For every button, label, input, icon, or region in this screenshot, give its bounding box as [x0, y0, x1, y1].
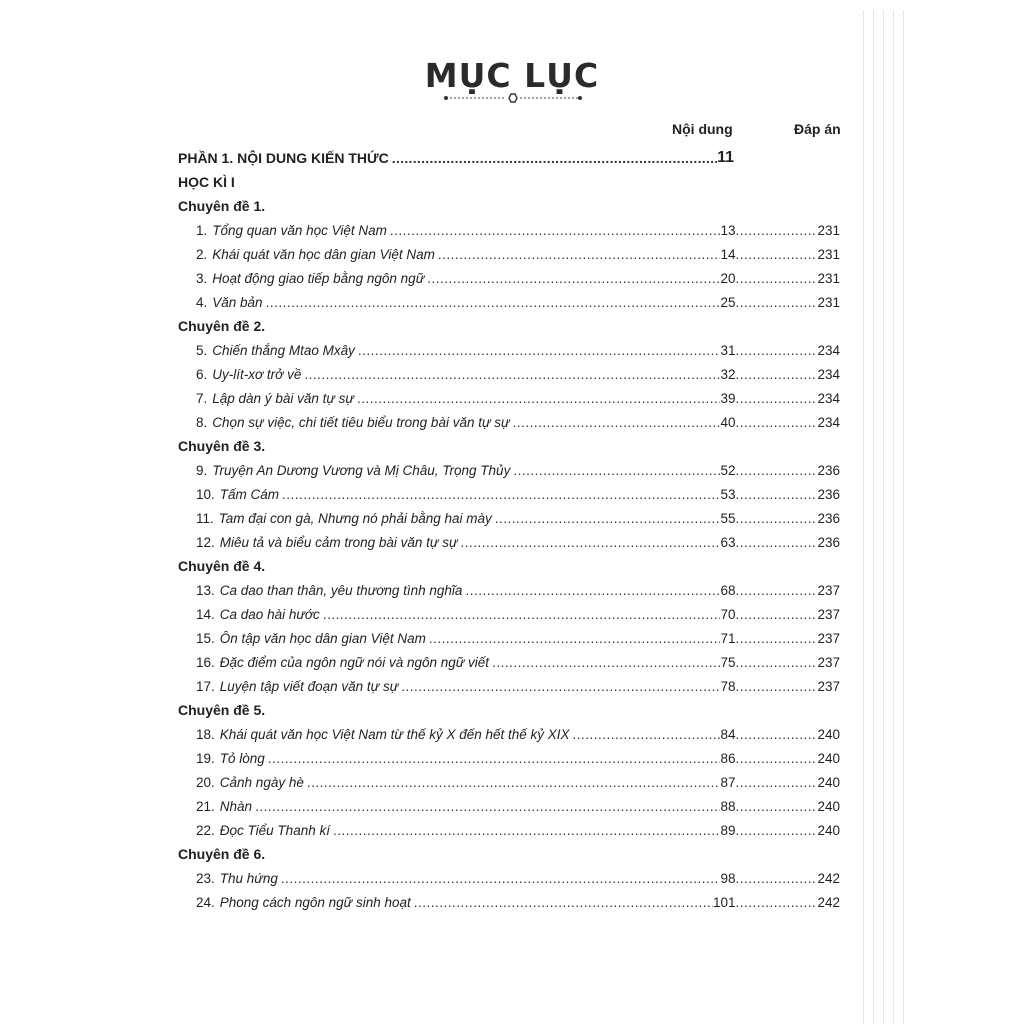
part-label: PHẦN 1. NỘI DUNG KIẾN THỨC — [178, 150, 389, 166]
dot-leader-answers — [735, 535, 817, 550]
dot-leader — [735, 583, 817, 598]
topic-heading: Chuyên đề 2. — [178, 318, 266, 334]
entry-answer-page: 240 — [817, 798, 840, 814]
entry-title-area — [196, 463, 720, 478]
toc-entry[interactable] — [178, 290, 840, 314]
dot-leader — [735, 535, 817, 550]
entry-title-area — [196, 367, 720, 382]
entry-title: Văn bản — [212, 294, 263, 310]
dot-leader — [513, 463, 720, 478]
entry-number: 4. — [196, 294, 208, 310]
dot-leader-answers — [735, 223, 817, 238]
toc-entry[interactable] — [178, 386, 840, 410]
entry-page: 88 — [720, 798, 736, 814]
entry-title: Khái quát văn học dân gian Việt Nam — [212, 246, 435, 262]
dot-leader — [735, 679, 817, 694]
entry-title: Cảnh ngày hè — [219, 774, 304, 790]
entry-answer-page: 231 — [817, 294, 840, 310]
dot-leader-answers — [735, 463, 817, 478]
entry-number: 23. — [196, 870, 215, 886]
dot-leader — [735, 775, 817, 790]
toc-entry[interactable] — [178, 602, 840, 626]
entry-number: 12. — [196, 534, 215, 550]
dot-leader-answers — [735, 799, 817, 814]
dot-leader — [414, 895, 713, 910]
entry-title-area — [196, 343, 720, 358]
dot-leader — [735, 343, 817, 358]
entry-number: 14. — [196, 606, 215, 622]
entry-answer-page: 231 — [817, 246, 840, 262]
entry-title: Ca dao hài hước — [219, 606, 320, 622]
dot-leader — [401, 679, 720, 694]
entry-title: Ca dao than thân, yêu thương tình nghĩa — [219, 582, 463, 598]
entry-page: 13 — [720, 222, 736, 238]
entry-title: Tỏ lòng — [219, 750, 265, 766]
entry-title-area — [196, 631, 720, 646]
entry-answer-page: 234 — [817, 342, 840, 358]
entry-page: 32 — [720, 366, 736, 382]
page-edge-line — [873, 10, 874, 1024]
topic-heading: Chuyên đề 4. — [178, 558, 266, 574]
toc-entry[interactable] — [178, 266, 840, 290]
page-edge-line — [893, 10, 894, 1024]
entry-title: Tam đại con gà, Nhưng nó phải bằng hai mày — [218, 510, 492, 526]
toc-entry[interactable] — [178, 626, 840, 650]
dot-leader — [429, 631, 721, 646]
entry-title: Thu hứng — [219, 870, 278, 886]
entry-answer-page: 240 — [817, 774, 840, 790]
entry-title: Uy-lít-xơ trở về — [212, 366, 302, 382]
entry-title-area — [196, 583, 720, 598]
entry-number: 8. — [196, 414, 208, 430]
dot-leader — [735, 271, 817, 286]
dot-leader — [735, 415, 817, 430]
entry-title-area — [196, 727, 720, 742]
toc-entry[interactable] — [178, 770, 840, 794]
entry-title: Tổng quan văn học Việt Nam — [212, 222, 387, 238]
topic-heading: Chuyên đề 1. — [178, 198, 266, 214]
entry-number: 10. — [196, 486, 215, 502]
toc-entry[interactable] — [178, 410, 840, 434]
dot-leader — [735, 391, 817, 406]
dot-leader — [492, 655, 720, 670]
dot-leader — [427, 271, 720, 286]
dot-leader — [735, 367, 817, 382]
entry-number: 6. — [196, 366, 208, 382]
entry-title-area — [196, 799, 720, 814]
entry-answer-page: 231 — [817, 222, 840, 238]
entry-number: 24. — [196, 894, 215, 910]
entry-title: Hoạt động giao tiếp bằng ngôn ngữ — [212, 270, 425, 286]
entry-title: Khái quát văn học Việt Nam từ thế kỷ X đến hết thế kỷ XIX — [219, 726, 570, 742]
dot-leader — [282, 487, 720, 502]
dot-leader-answers — [735, 655, 817, 670]
title-divider-ornament — [443, 91, 583, 105]
entry-number: 2. — [196, 246, 208, 262]
toc-entry[interactable] — [178, 242, 840, 266]
dot-leader — [307, 775, 721, 790]
entry-answer-page: 234 — [817, 390, 840, 406]
entry-answer-page: 237 — [817, 630, 840, 646]
dot-leader-answers — [735, 751, 817, 766]
dot-leader — [495, 511, 721, 526]
page-edge-line — [863, 10, 864, 1024]
dot-leader — [735, 295, 817, 310]
entry-number: 3. — [196, 270, 208, 286]
page-title: MỤC LỤC — [424, 56, 600, 95]
dot-leader-answers — [735, 871, 817, 886]
entry-page: 78 — [720, 678, 736, 694]
entry-page: 101 — [712, 894, 736, 910]
dot-leader-answers — [735, 583, 817, 598]
dot-leader — [266, 295, 721, 310]
dot-leader-answers — [735, 415, 817, 430]
entry-page: 98 — [720, 870, 736, 886]
toc-entry[interactable] — [178, 674, 840, 698]
entry-page: 39 — [720, 390, 736, 406]
toc-entry[interactable] — [178, 890, 840, 914]
entry-answer-page: 240 — [817, 726, 840, 742]
entry-number: 1. — [196, 222, 208, 238]
entry-title: Ôn tập văn học dân gian Việt Nam — [219, 630, 426, 646]
dot-leader — [573, 727, 721, 742]
toc-entry[interactable] — [178, 578, 840, 602]
page-edge-line — [903, 10, 904, 1024]
toc-entry[interactable] — [178, 506, 840, 530]
entry-page: 86 — [720, 750, 736, 766]
entry-title-area — [196, 295, 720, 310]
dot-leader — [735, 895, 817, 910]
entry-page: 53 — [720, 486, 736, 502]
entry-title-area — [196, 751, 720, 766]
entry-title-area — [196, 775, 720, 790]
dot-leader — [735, 727, 817, 742]
entry-title-area — [196, 655, 720, 670]
entry-answer-page: 236 — [817, 510, 840, 526]
entry-page: 14 — [720, 246, 736, 262]
dot-leader — [281, 871, 721, 886]
entry-title-area — [196, 391, 720, 406]
toc-entry[interactable] — [178, 650, 840, 674]
page-edge-line — [883, 10, 884, 1024]
entry-page: 20 — [720, 270, 736, 286]
topic-heading: Chuyên đề 6. — [178, 846, 266, 862]
entry-title: Đặc điểm của ngôn ngữ nói và ngôn ngữ viết — [219, 654, 490, 670]
entry-answer-page: 234 — [817, 414, 840, 430]
dot-leader-answers — [735, 487, 817, 502]
entry-answer-page: 236 — [817, 534, 840, 550]
dot-leader — [304, 367, 720, 382]
entry-page: 87 — [720, 774, 736, 790]
entry-number: 11. — [196, 510, 214, 526]
entry-page: 55 — [720, 510, 736, 526]
dot-leader-answers — [735, 607, 817, 622]
entry-answer-page: 234 — [817, 366, 840, 382]
dot-leader — [357, 391, 720, 406]
entry-title: Chiến thắng Mtao Mxây — [212, 342, 355, 358]
dot-leader-answers — [735, 631, 817, 646]
dot-leader — [438, 247, 721, 262]
dot-leader-answers — [735, 247, 817, 262]
toc-entry[interactable] — [178, 746, 840, 770]
dot-leader — [465, 583, 720, 598]
entry-answer-page: 240 — [817, 750, 840, 766]
entry-answer-page: 236 — [817, 486, 840, 502]
entry-answer-page: 240 — [817, 822, 840, 838]
entry-answer-page: 231 — [817, 270, 840, 286]
dot-leader — [735, 487, 817, 502]
entry-answer-page: 242 — [817, 870, 840, 886]
entry-title-area — [196, 895, 713, 910]
entry-number: 20. — [196, 774, 215, 790]
entry-title: Phong cách ngôn ngữ sinh hoạt — [219, 894, 411, 910]
entry-title-area — [196, 487, 720, 502]
entry-title-area — [196, 247, 720, 262]
dot-leader — [735, 823, 817, 838]
dot-leader-answers — [735, 343, 817, 358]
dot-leader — [255, 799, 720, 814]
entry-answer-page: 237 — [817, 606, 840, 622]
entry-page: 70 — [720, 606, 736, 622]
entry-number: 17. — [196, 678, 215, 694]
entry-title-area — [196, 823, 720, 838]
part-page: 11 — [717, 149, 734, 166]
entry-number: 7. — [196, 390, 208, 406]
entry-title: Chọn sự việc, chi tiết tiêu biểu trong bài văn tự sự — [212, 414, 510, 430]
dot-leader-answers — [735, 727, 817, 742]
entry-title: Lập dàn ý bài văn tự sự — [212, 390, 354, 406]
dot-leader-answers — [735, 511, 817, 526]
dot-leader — [461, 535, 721, 550]
dot-leader — [735, 511, 817, 526]
dot-leader-answers — [735, 391, 817, 406]
entry-page: 71 — [720, 630, 736, 646]
dot-leader — [268, 751, 721, 766]
entry-number: 13. — [196, 582, 215, 598]
toc-entry[interactable] — [178, 530, 840, 554]
toc-part-row[interactable] — [178, 146, 734, 170]
dot-leader-answers — [735, 271, 817, 286]
entry-title-area — [196, 511, 720, 526]
entry-title: Truyện An Dương Vương và Mị Châu, Trọng Thủy — [212, 462, 511, 478]
entry-page: 68 — [720, 582, 736, 598]
entry-page: 63 — [720, 534, 736, 550]
dot-leader — [735, 871, 817, 886]
toc-entry[interactable] — [178, 818, 840, 842]
dot-leader — [358, 343, 721, 358]
dot-leader — [735, 799, 817, 814]
entry-answer-page: 242 — [817, 894, 840, 910]
toc-entry[interactable] — [178, 794, 840, 818]
entry-page: 75 — [720, 654, 736, 670]
dot-leader — [735, 223, 817, 238]
toc-entry[interactable] — [178, 338, 840, 362]
dot-leader-answers — [735, 367, 817, 382]
entry-page: 31 — [720, 342, 736, 358]
entry-title: Tấm Cám — [219, 486, 280, 502]
dot-leader-answers — [735, 679, 817, 694]
toc-entry[interactable] — [178, 458, 840, 482]
entry-number: 18. — [196, 726, 215, 742]
entry-title: Miêu tả và biểu cảm trong bài văn tự sự — [219, 534, 458, 550]
toc-entry[interactable] — [178, 218, 840, 242]
entry-title-area — [196, 415, 720, 430]
entry-title: Nhàn — [219, 798, 253, 814]
entry-title: Luyện tập viết đoạn văn tự sự — [219, 678, 399, 694]
dot-leader — [735, 247, 817, 262]
entry-title-area — [196, 871, 720, 886]
entry-number: 15. — [196, 630, 215, 646]
dot-leader — [735, 631, 817, 646]
entry-number: 5. — [196, 342, 208, 358]
dot-leader — [735, 655, 817, 670]
semester-heading: HỌC KÌ I — [178, 174, 235, 190]
entry-number: 19. — [196, 750, 215, 766]
dot-leader-answers — [735, 895, 817, 910]
toc-entry[interactable] — [178, 866, 840, 890]
entry-page: 40 — [720, 414, 736, 430]
toc-entry[interactable] — [178, 482, 840, 506]
entry-page: 89 — [720, 822, 736, 838]
toc-entry[interactable] — [178, 362, 840, 386]
dot-leader — [333, 823, 720, 838]
toc-entry[interactable] — [178, 722, 840, 746]
column-header-answers: Đáp án — [794, 121, 841, 137]
entry-number: 9. — [196, 462, 208, 478]
entry-number: 16. — [196, 654, 215, 670]
topic-heading: Chuyên đề 3. — [178, 438, 266, 454]
entry-title-area — [196, 535, 720, 550]
entry-number: 21. — [196, 798, 215, 814]
entry-title-area — [196, 679, 720, 694]
dot-leader — [735, 463, 817, 478]
dot-leader — [735, 751, 817, 766]
dot-leader-answers — [735, 295, 817, 310]
dot-leader — [735, 607, 817, 622]
dot-leader — [392, 150, 717, 166]
entry-answer-page: 236 — [817, 462, 840, 478]
entry-answer-page: 237 — [817, 582, 840, 598]
column-header-content: Nội dung — [672, 121, 733, 137]
entry-title-area — [196, 223, 720, 238]
dot-leader-answers — [735, 823, 817, 838]
entry-answer-page: 237 — [817, 654, 840, 670]
entry-title-area — [196, 271, 720, 286]
entry-answer-page: 237 — [817, 678, 840, 694]
entry-number: 22. — [196, 822, 215, 838]
dot-leader — [323, 607, 721, 622]
entry-page: 84 — [720, 726, 736, 742]
entry-page: 25 — [720, 294, 736, 310]
dot-leader-answers — [735, 775, 817, 790]
dot-leader — [390, 223, 721, 238]
entry-page: 52 — [720, 462, 736, 478]
entry-title: Đọc Tiểu Thanh kí — [219, 822, 330, 838]
entry-title-area — [196, 607, 720, 622]
topic-heading: Chuyên đề 5. — [178, 702, 266, 718]
dot-leader — [513, 415, 721, 430]
